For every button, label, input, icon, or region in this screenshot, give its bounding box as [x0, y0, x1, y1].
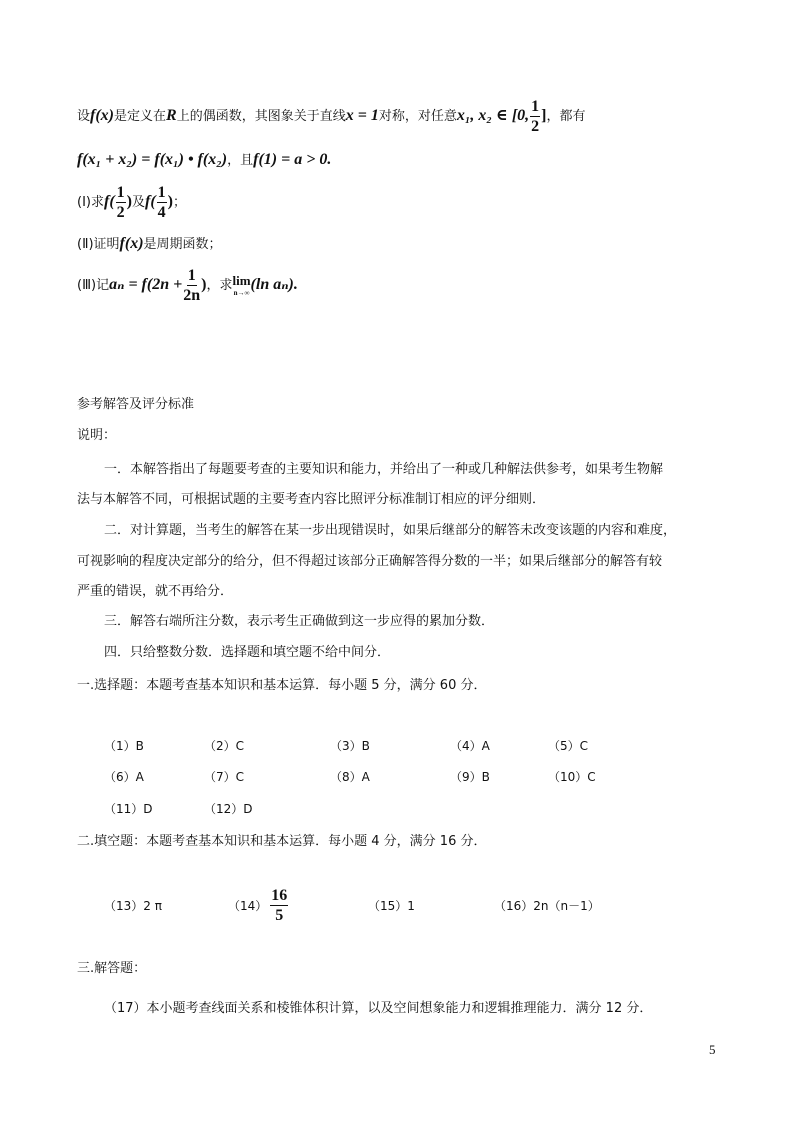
problem-line-1 — [77, 96, 586, 137]
note-paragraph-2-cont: 严重的错误，就不再给分． — [77, 584, 234, 599]
denominator: 4 — [157, 204, 166, 221]
lim-subscript: n→∞ — [233, 289, 250, 297]
denominator: 2 — [531, 118, 540, 135]
math: f(x) — [119, 235, 144, 252]
section-title: 参考解答及评分标准 — [77, 397, 195, 412]
math: ) — [201, 276, 207, 293]
text: ，且 — [227, 153, 254, 168]
note-paragraph-3: 三．解答右端所注分数，表示考生正确做到这一步应得的累加分数． — [104, 614, 495, 629]
math: f(x₁ + x₂) = f(x₁) • f(x₂) — [77, 151, 228, 168]
text: 是周期函数； — [143, 237, 222, 252]
math: (ln aₙ). — [250, 276, 298, 293]
math: f(x) — [90, 107, 114, 124]
question-3 — [77, 264, 298, 307]
choice-answer: （11）D — [104, 802, 153, 816]
text: ，求 — [206, 278, 233, 293]
question-2 — [77, 234, 222, 255]
numerator: 1 — [187, 267, 196, 284]
label: （14） — [228, 898, 268, 913]
math: f( — [144, 193, 156, 210]
text: (Ⅲ)记 — [77, 278, 110, 293]
note-paragraph-1: 一．本解答指出了每题要考查的主要知识和能力，并给出了一种或几种解法供参考，如果考生物解 — [104, 462, 664, 477]
problem-17-intro: （17）本小题考查线面关系和棱锥体积计算，以及空间想象能力和逻辑推理能力．满分 12 分． — [104, 1001, 653, 1016]
choice-answer: （4）A — [450, 739, 490, 753]
math: ] — [541, 107, 547, 124]
numerator: 1 — [157, 184, 166, 201]
fill-answer-15: （15）1 — [368, 899, 415, 913]
problem-line-2 — [77, 150, 331, 171]
text: ，都有 — [546, 109, 586, 124]
denominator: 2n — [183, 287, 201, 304]
page-number: 5 — [709, 1042, 716, 1057]
numerator: 1 — [531, 98, 540, 115]
denominator: 2 — [116, 204, 125, 221]
choice-answer: （6）A — [104, 770, 144, 784]
fraction — [183, 266, 200, 305]
choice-answer: （5）C — [548, 739, 589, 753]
text: 对称，对任意 — [378, 109, 457, 124]
choice-answer: （3）B — [330, 739, 370, 753]
math: f(1) = a > 0. — [253, 151, 332, 168]
choice-answer: （8）A — [330, 770, 370, 784]
question-1 — [77, 182, 186, 223]
fill-section-heading: 二.填空题：本题考查基本知识和基本运算．每小题 4 分，满分 16 分． — [77, 834, 487, 849]
solution-section-heading: 三.解答题： — [77, 961, 147, 976]
fraction — [530, 97, 540, 136]
math: R — [166, 107, 177, 124]
math: x₁, x₂ ∈ [0, — [456, 107, 530, 124]
text: 设 — [77, 109, 91, 124]
math: ) — [126, 193, 132, 210]
fraction — [157, 183, 167, 222]
choice-answer: （10）C — [548, 770, 596, 784]
math: f( — [103, 193, 115, 210]
choice-answer: （9）B — [450, 770, 490, 784]
fraction — [116, 183, 126, 222]
math: x = 1 — [345, 107, 379, 124]
note-paragraph-2: 二．对计算题，当考生的解答在某一步出现错误时，如果后继部分的解答未改变该题的内容和难度， — [104, 523, 677, 538]
note-label: 说明： — [77, 428, 117, 443]
fill-answer-13: （13）2 π — [104, 899, 162, 913]
note-paragraph-1-cont: 法与本解答不同，可根据试题的主要考查内容比照评分标准制订相应的评分细则． — [77, 492, 546, 507]
text: (Ⅱ)证明 — [77, 237, 120, 252]
note-paragraph-4: 四．只给整数分数．选择题和填空题不给中间分． — [104, 645, 391, 660]
math: aₙ = f(2n + — [109, 276, 183, 293]
choice-answer: （1）B — [104, 739, 144, 753]
choice-answer: （12）D — [204, 802, 253, 816]
text: 及 — [131, 195, 145, 210]
text: 上的偶函数，其图象关于直线 — [176, 109, 346, 124]
choice-answer: （7）C — [204, 770, 245, 784]
fill-answer-16: （16）2n（n－1） — [494, 899, 600, 913]
text: (Ⅰ)求 — [77, 195, 104, 210]
fraction — [270, 886, 288, 925]
text: ； — [172, 195, 186, 210]
limit — [232, 273, 250, 298]
denominator: 5 — [275, 907, 284, 924]
numerator: 16 — [271, 887, 288, 904]
note-paragraph-2-cont: 可视影响的程度决定部分的给分，但不得超过该部分正确解答得分数的一半；如果后继部分的解答有较 — [77, 554, 663, 569]
numerator: 1 — [116, 184, 125, 201]
math: ) — [167, 193, 173, 210]
lim-text: lim — [232, 273, 251, 288]
text: 是定义在 — [114, 109, 167, 124]
choice-answer: （2）C — [204, 739, 245, 753]
choice-section-heading: 一.选择题：本题考查基本知识和基本运算．每小题 5 分，满分 60 分． — [77, 678, 487, 693]
fill-answer-14 — [228, 886, 289, 925]
